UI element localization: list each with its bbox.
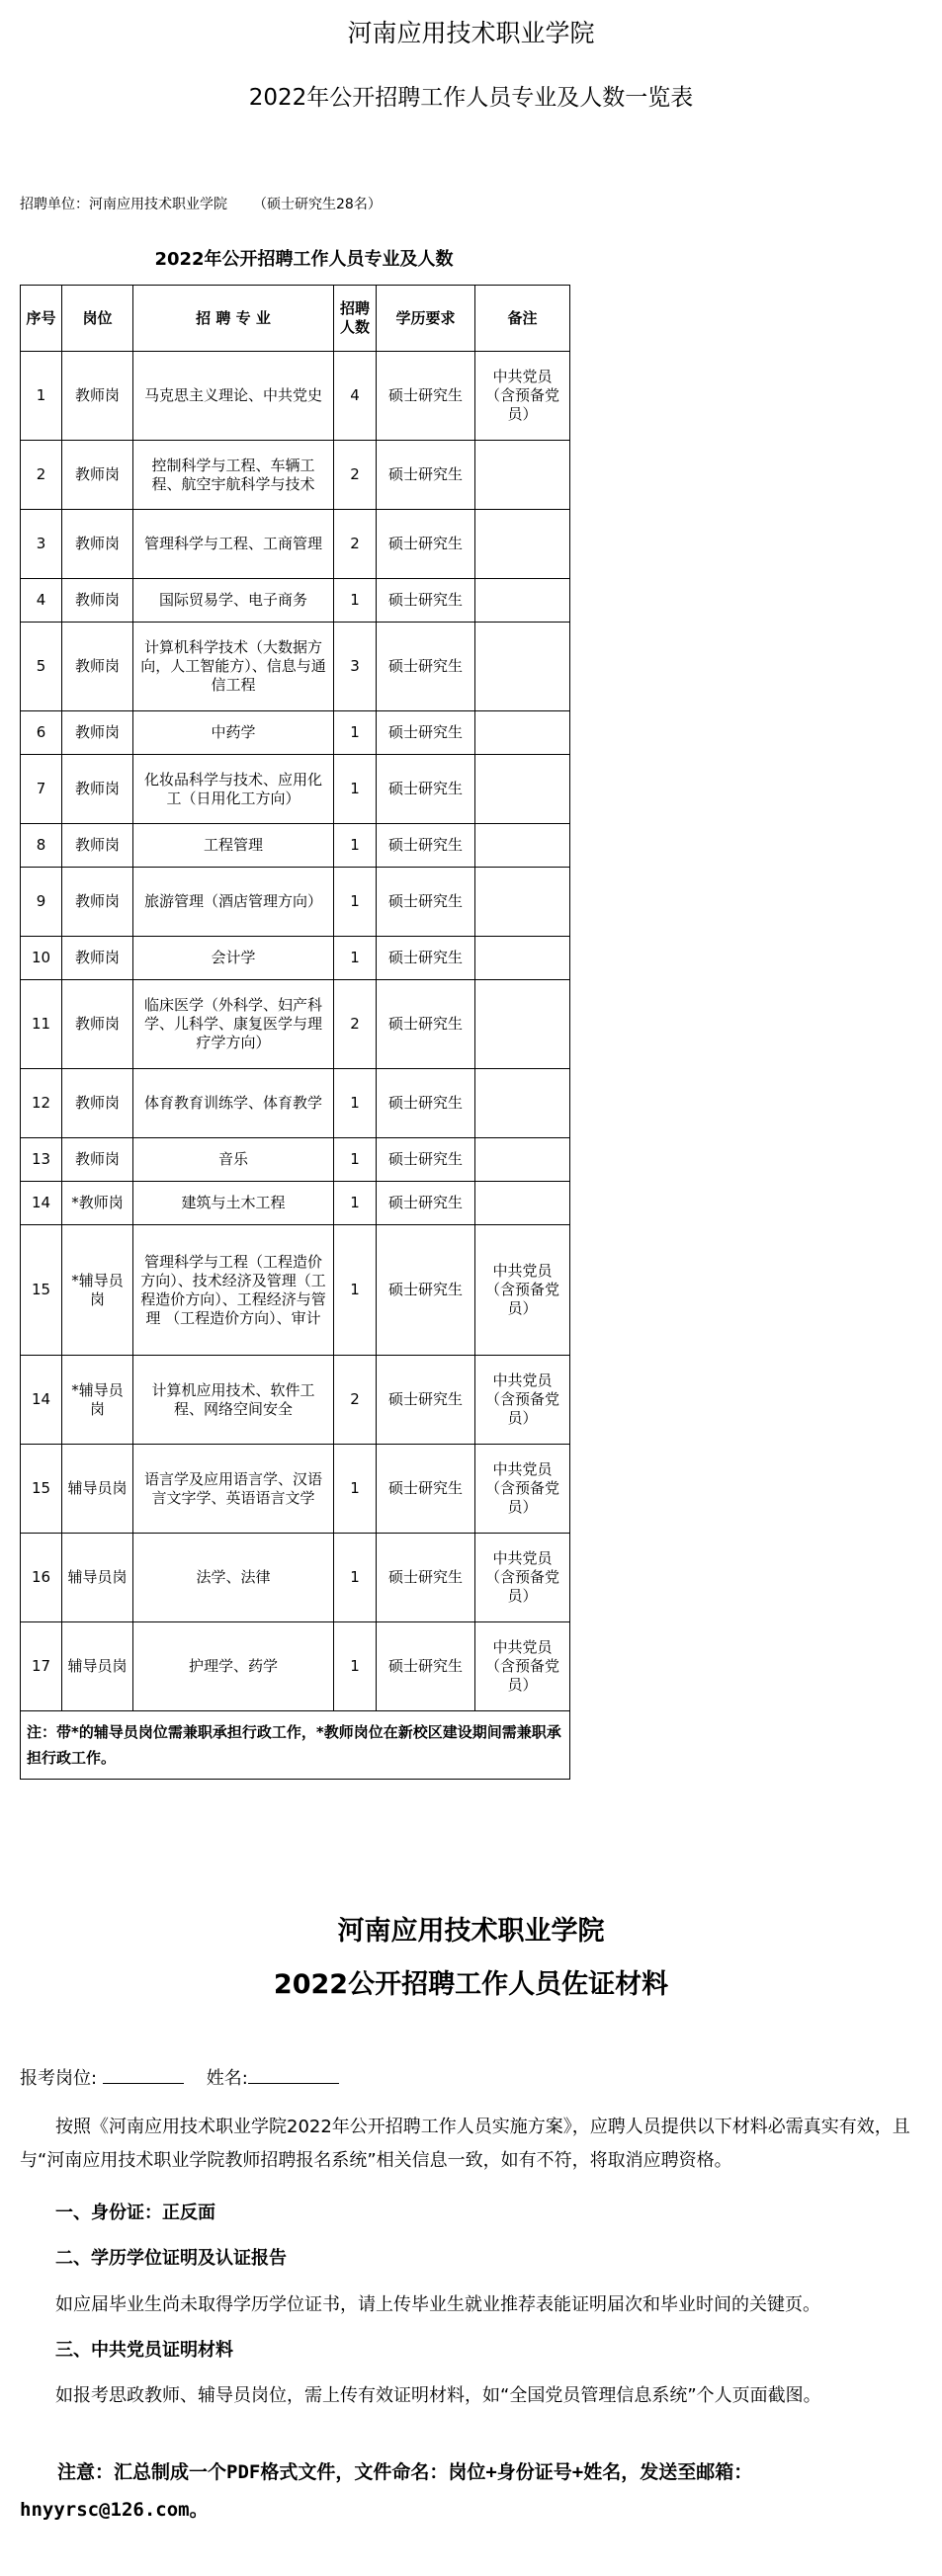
cell-count: 1: [334, 1622, 377, 1711]
cell-post: 教师岗: [62, 824, 133, 868]
cell-no: 15: [21, 1445, 62, 1534]
cell-count: 2: [334, 441, 377, 510]
cell-count: 1: [334, 579, 377, 623]
cell-count: 2: [334, 510, 377, 579]
section-id-card: 一、身份证：正反面: [55, 2202, 215, 2223]
cell-post: 教师岗: [62, 868, 133, 937]
table-row: [21, 1138, 570, 1182]
apply-blank: [103, 2065, 184, 2084]
cell-count: 2: [334, 1356, 377, 1445]
cell-note: [475, 824, 570, 868]
cell-major: 旅游管理（酒店管理方向）: [133, 868, 334, 937]
cell-note: [475, 868, 570, 937]
cell-major: 会计学: [133, 937, 334, 980]
cell-post: 教师岗: [62, 755, 133, 824]
table-row: [21, 1445, 570, 1534]
cell-count: 1: [334, 755, 377, 824]
cell-note: [475, 1138, 570, 1182]
cell-major: 管理科学与工程、工商管理: [133, 510, 334, 579]
cell-post: *辅导员岗: [62, 1356, 133, 1445]
cell-no: 8: [21, 824, 62, 868]
page-subtitle: 2022年公开招聘工作人员专业及人数一览表: [248, 85, 694, 111]
cell-no: 2: [21, 441, 62, 510]
cell-note: [475, 510, 570, 579]
cell-post: 辅导员岗: [62, 1445, 133, 1534]
cell-no: 5: [21, 623, 62, 711]
cell-no: 17: [21, 1622, 62, 1711]
cell-count: 1: [334, 1534, 377, 1622]
cell-major: 控制科学与工程、车辆工程、航空宇航科学与技术: [133, 441, 334, 510]
section-party-text: 如报考思政教师、辅导员岗位，需上传有效证明材料，如“全国党员管理信息系统”个人页面截图。: [55, 2385, 821, 2406]
cell-note: [475, 1069, 570, 1138]
header-no: 序号: [21, 286, 62, 352]
name-label: 姓名:: [206, 2068, 248, 2089]
intro-paragraph: 按照《河南应用技术职业学院2022年公开招聘工作人员实施方案》，应聘人员提供以下材料必需真实有效，且与“河南应用技术职业学院教师招聘报名系统”相关信息一致，如有不符，将取消应聘资格。: [20, 2117, 910, 2171]
footer-note: 注意：汇总制成一个PDF格式文件，文件命名：岗位+身份证号+姓名，发送至邮箱：hnyyrsc@126.com。: [20, 2461, 753, 2521]
cell-count: 1: [334, 1182, 377, 1225]
cell-note: 中共党员（含预备党员）: [475, 1534, 570, 1622]
cell-education: 硕士研究生: [377, 755, 475, 824]
cell-education: 硕士研究生: [377, 1445, 475, 1534]
cell-post: 教师岗: [62, 579, 133, 623]
cell-education: 硕士研究生: [377, 623, 475, 711]
table-row: [21, 1182, 570, 1225]
cell-count: 1: [334, 868, 377, 937]
cell-count: 3: [334, 623, 377, 711]
cell-education: 硕士研究生: [377, 1534, 475, 1622]
employer-label: 招聘单位：河南应用技术职业学院: [20, 197, 227, 212]
header-count: 招聘人数: [334, 286, 377, 352]
cell-count: 1: [334, 1069, 377, 1138]
cell-post: 辅导员岗: [62, 1534, 133, 1622]
cell-post: 教师岗: [62, 352, 133, 441]
cell-education: 硕士研究生: [377, 579, 475, 623]
cell-post: 教师岗: [62, 711, 133, 755]
cell-no: 12: [21, 1069, 62, 1138]
employer-count: （硕士研究生28名）: [253, 197, 382, 212]
cell-note: 中共党员（含预备党员）: [475, 352, 570, 441]
cell-major: 国际贸易学、电子商务: [133, 579, 334, 623]
cell-education: 硕士研究生: [377, 352, 475, 441]
cell-education: 硕士研究生: [377, 937, 475, 980]
cell-post: *辅导员岗: [62, 1225, 133, 1356]
cell-major: 工程管理: [133, 824, 334, 868]
cell-education: 硕士研究生: [377, 1182, 475, 1225]
materials-title: 2022公开招聘工作人员佐证材料: [273, 1969, 669, 2000]
cell-major: 体育教育训练学、体育教学: [133, 1069, 334, 1138]
cell-note: 中共党员（含预备党员）: [475, 1225, 570, 1356]
cell-note: [475, 441, 570, 510]
cell-education: 硕士研究生: [377, 1356, 475, 1445]
cell-education: 硕士研究生: [377, 824, 475, 868]
cell-post: 教师岗: [62, 980, 133, 1069]
cell-post: *教师岗: [62, 1182, 133, 1225]
cell-count: 1: [334, 937, 377, 980]
cell-no: 11: [21, 980, 62, 1069]
table-row: [21, 1622, 570, 1711]
cell-note: [475, 980, 570, 1069]
table-footnote: 注：带*的辅导员岗位需兼职承担行政工作，*教师岗位在新校区建设期间需兼职承担行政工作。: [21, 1711, 570, 1780]
cell-count: 1: [334, 824, 377, 868]
employer-line: [20, 194, 407, 213]
table-row: [21, 868, 570, 937]
section-education-text: 如应届毕业生尚未取得学历学位证书，请上传毕业生就业推荐表能证明届次和毕业时间的关键页。: [55, 2294, 820, 2315]
cell-no: 4: [21, 579, 62, 623]
apply-label: 报考岗位:: [20, 2068, 98, 2089]
cell-education: 硕士研究生: [377, 1225, 475, 1356]
cell-post: 教师岗: [62, 441, 133, 510]
cell-no: 13: [21, 1138, 62, 1182]
table-header-row: [21, 286, 570, 352]
cell-post: 教师岗: [62, 937, 133, 980]
cell-major: 语言学及应用语言学、汉语言文字学、英语语言文学: [133, 1445, 334, 1534]
section-education: 二、学历学位证明及认证报告: [55, 2248, 287, 2269]
cell-no: 1: [21, 352, 62, 441]
cell-post: 辅导员岗: [62, 1622, 133, 1711]
positions-table: [20, 285, 570, 1780]
cell-major: 音乐: [133, 1138, 334, 1182]
cell-count: 2: [334, 980, 377, 1069]
cell-note: [475, 755, 570, 824]
cell-education: 硕士研究生: [377, 980, 475, 1069]
cell-education: 硕士研究生: [377, 711, 475, 755]
header-major: 招 聘 专 业: [133, 286, 334, 352]
cell-note: [475, 623, 570, 711]
cell-major: 计算机应用技术、软件工程、网络空间安全: [133, 1356, 334, 1445]
cell-note: [475, 1182, 570, 1225]
cell-major: 临床医学（外科学、妇产科学、儿科学、康复医学与理疗学方向）: [133, 980, 334, 1069]
cell-note: 中共党员（含预备党员）: [475, 1445, 570, 1534]
cell-no: 3: [21, 510, 62, 579]
cell-education: 硕士研究生: [377, 1622, 475, 1711]
cell-no: 9: [21, 868, 62, 937]
cell-education: 硕士研究生: [377, 1138, 475, 1182]
header-note: 备注: [475, 286, 570, 352]
table-row: [21, 937, 570, 980]
cell-count: 1: [334, 711, 377, 755]
cell-major: 管理科学与工程（工程造价方向）、技术经济及管理（工程造价方向）、工程经济与管理 （工程造价方向）、审计: [133, 1225, 334, 1356]
cell-note: [475, 937, 570, 980]
name-blank: [248, 2065, 339, 2084]
cell-no: 14: [21, 1356, 62, 1445]
cell-no: 16: [21, 1534, 62, 1622]
table-row: [21, 980, 570, 1069]
table-row: [21, 755, 570, 824]
cell-education: 硕士研究生: [377, 868, 475, 937]
cell-major: 计算机科学技术（大数据方向，人工智能方）、信息与通信工程: [133, 623, 334, 711]
cell-major: 化妆品科学与技术、应用化工（日用化工方向）: [133, 755, 334, 824]
cell-no: 10: [21, 937, 62, 980]
header-education: 学历要求: [377, 286, 475, 352]
table-row: [21, 1069, 570, 1138]
cell-education: 硕士研究生: [377, 510, 475, 579]
cell-major: 建筑与土木工程: [133, 1182, 334, 1225]
table-footnote-row: [21, 1711, 570, 1780]
cell-major: 法学、法律: [133, 1534, 334, 1622]
table-row: [21, 711, 570, 755]
cell-count: 1: [334, 1445, 377, 1534]
cell-note: 中共党员（含预备党员）: [475, 1356, 570, 1445]
materials-school: 河南应用技术职业学院: [337, 1916, 605, 1947]
table-row: [21, 1225, 570, 1356]
header-post: 岗位: [62, 286, 133, 352]
cell-no: 6: [21, 711, 62, 755]
apply-line: [20, 2064, 339, 2090]
cell-note: 中共党员（含预备党员）: [475, 1622, 570, 1711]
cell-major: 中药学: [133, 711, 334, 755]
table-row: [21, 441, 570, 510]
section-party: 三、中共党员证明材料: [55, 2340, 233, 2361]
cell-note: [475, 579, 570, 623]
cell-no: 15: [21, 1225, 62, 1356]
cell-post: 教师岗: [62, 1138, 133, 1182]
cell-post: 教师岗: [62, 510, 133, 579]
table-row: [21, 824, 570, 868]
cell-major: 护理学、药学: [133, 1622, 334, 1711]
table-row: [21, 510, 570, 579]
cell-education: 硕士研究生: [377, 441, 475, 510]
table-row: [21, 1534, 570, 1622]
cell-education: 硕士研究生: [377, 1069, 475, 1138]
page-title: 河南应用技术职业学院: [347, 19, 595, 47]
cell-note: [475, 711, 570, 755]
table-title: 2022年公开招聘工作人员专业及人数: [154, 249, 454, 270]
table-row: [21, 623, 570, 711]
cell-post: 教师岗: [62, 1069, 133, 1138]
cell-count: 1: [334, 1138, 377, 1182]
cell-no: 14: [21, 1182, 62, 1225]
table-row: [21, 579, 570, 623]
cell-no: 7: [21, 755, 62, 824]
table-row: [21, 1356, 570, 1445]
cell-major: 马克思主义理论、中共党史: [133, 352, 334, 441]
cell-post: 教师岗: [62, 623, 133, 711]
cell-count: 1: [334, 1225, 377, 1356]
table-row: [21, 352, 570, 441]
cell-count: 4: [334, 352, 377, 441]
